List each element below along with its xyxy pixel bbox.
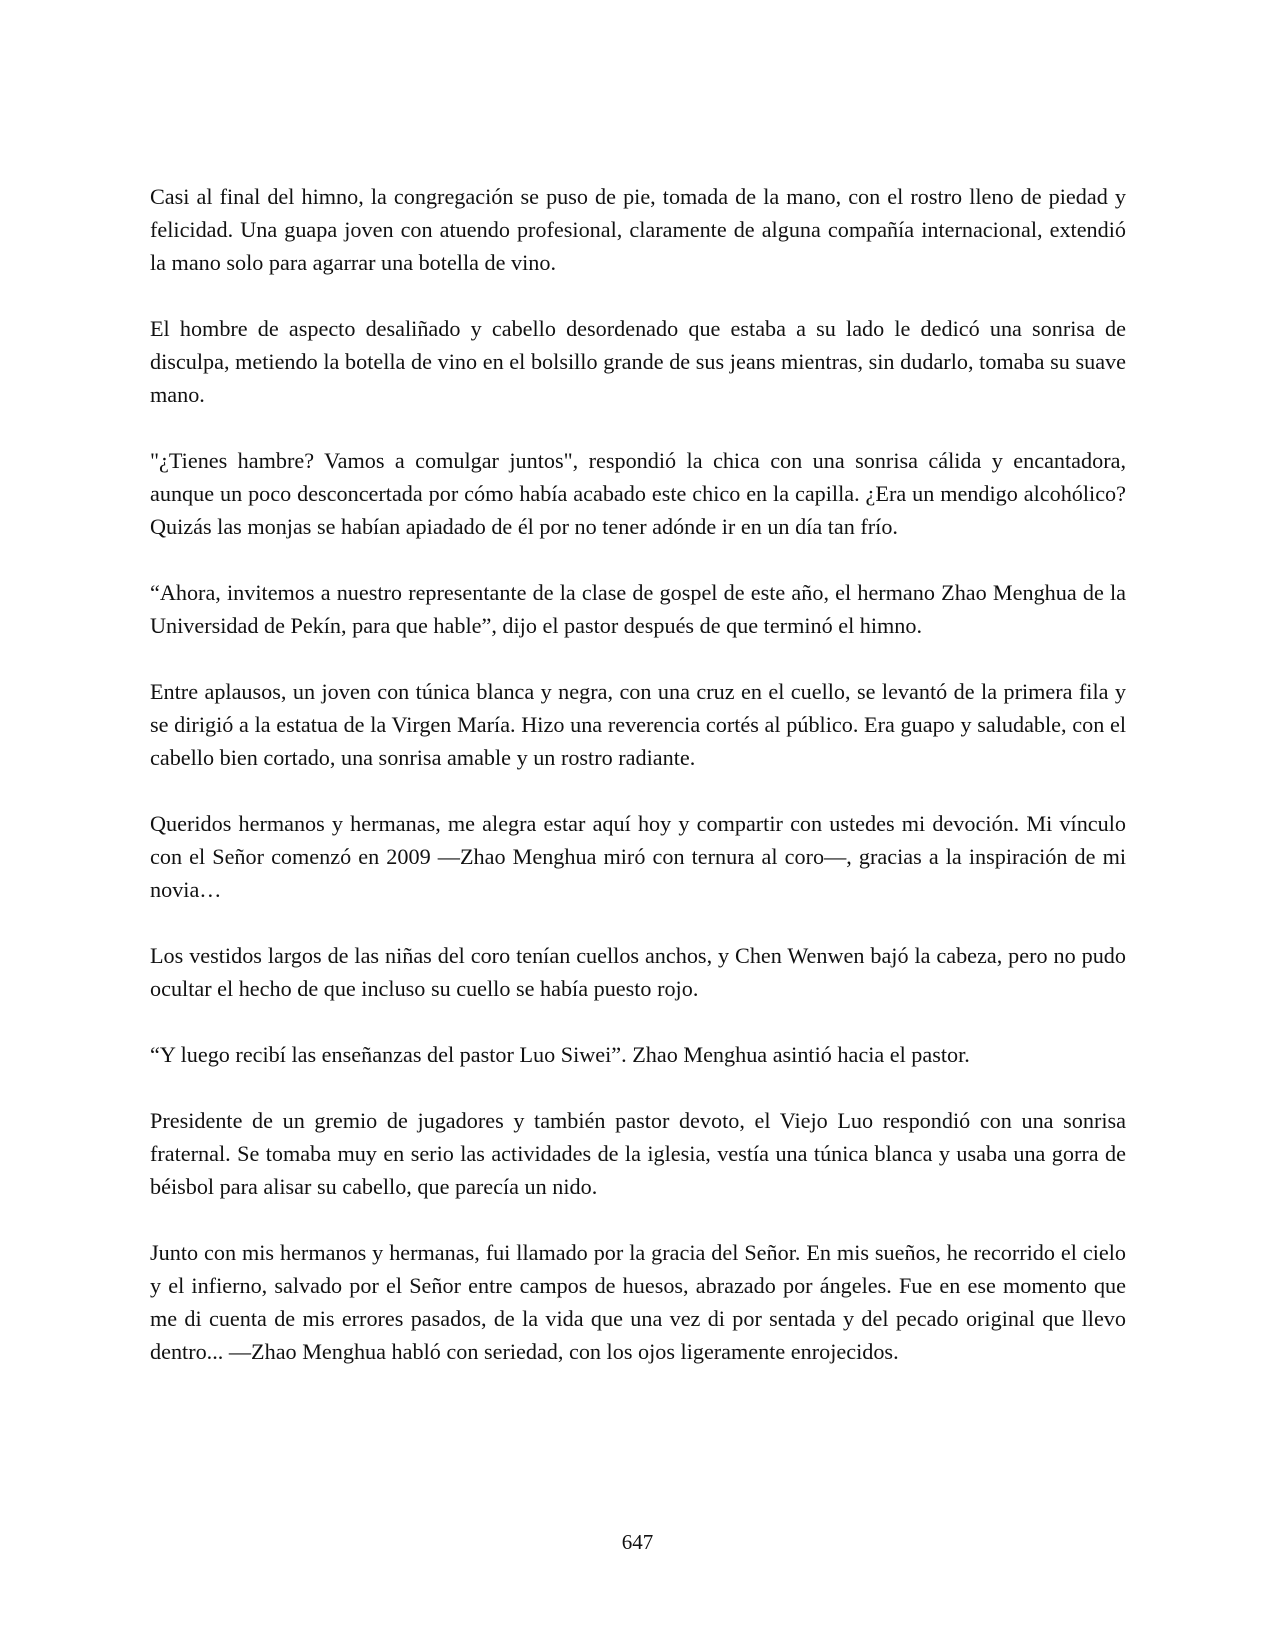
paragraph: Queridos hermanos y hermanas, me alegra estar aquí hoy y compartir con ustedes mi devoción. Mi vínculo con el Señor comenzó en 2009 —Zhao Menghua miró con ternura al coro—, gracias a la inspiración de mi novia…	[150, 811, 1126, 902]
paragraph: “Y luego recibí las enseñanzas del pastor Luo Siwei”. Zhao Menghua asintió hacia el pastor.	[150, 1042, 970, 1067]
paragraph: Entre aplausos, un joven con túnica blanca y negra, con una cruz en el cuello, se levantó de la primera fila y se dirigió a la estatua de la Virgen María. Hizo una reverencia cortés al público. Era guapo y saludable, con el cabello bien cortado, una sonrisa amable y un rostro radiante.	[150, 679, 1126, 770]
paragraph: “Ahora, invitemos a nuestro representante de la clase de gospel de este año, el hermano Zhao Menghua de la Universidad de Pekín, para que hable”, dijo el pastor después de que terminó el himno.	[150, 580, 1126, 638]
paragraph: Presidente de un gremio de jugadores y también pastor devoto, el Viejo Luo respondió con una sonrisa fraternal. Se tomaba muy en serio las actividades de la iglesia, vestía una túnica blanca y usaba una gorra de béisbol para alisar su cabello, que parecía un nido.	[150, 1108, 1126, 1199]
paragraph: El hombre de aspecto desaliñado y cabello desordenado que estaba a su lado le dedicó una sonrisa de disculpa, metiendo la botella de vino en el bolsillo grande de sus jeans mientras, sin dudarlo, tomaba su suave mano.	[150, 316, 1126, 407]
paragraph: Casi al final del himno, la congregación se puso de pie, tomada de la mano, con el rostro lleno de piedad y felicidad. Una guapa joven con atuendo profesional, claramente de alguna compañía internacional, extendió la mano solo para agarrar una botella de vino.	[150, 184, 1126, 275]
page-number: 647	[621, 1530, 654, 1554]
body-text	[150, 180, 1126, 1368]
paragraph: "¿Tienes hambre? Vamos a comulgar juntos", respondió la chica con una sonrisa cálida y encantadora, aunque un poco desconcertada por cómo había acabado este chico en la capilla. ¿Era un mendigo alcohólico? Quizás las monjas se habían apiadado de él por no tener adónde ir en un día tan frío.	[150, 448, 1126, 539]
paragraph: Los vestidos largos de las niñas del coro tenían cuellos anchos, y Chen Wenwen bajó la cabeza, pero no pudo ocultar el hecho de que incluso su cuello se había puesto rojo.	[150, 943, 1126, 1001]
paragraph: Junto con mis hermanos y hermanas, fui llamado por la gracia del Señor. En mis sueños, he recorrido el cielo y el infierno, salvado por el Señor entre campos de huesos, abrazado por ángeles. Fue en ese momento que me di cuenta de mis errores pasados, de la vida que una vez di por sentada y del pecado original que llevo dentro... —Zhao Menghua habló con seriedad, con los ojos ligeramente enrojecidos.	[150, 1240, 1126, 1364]
